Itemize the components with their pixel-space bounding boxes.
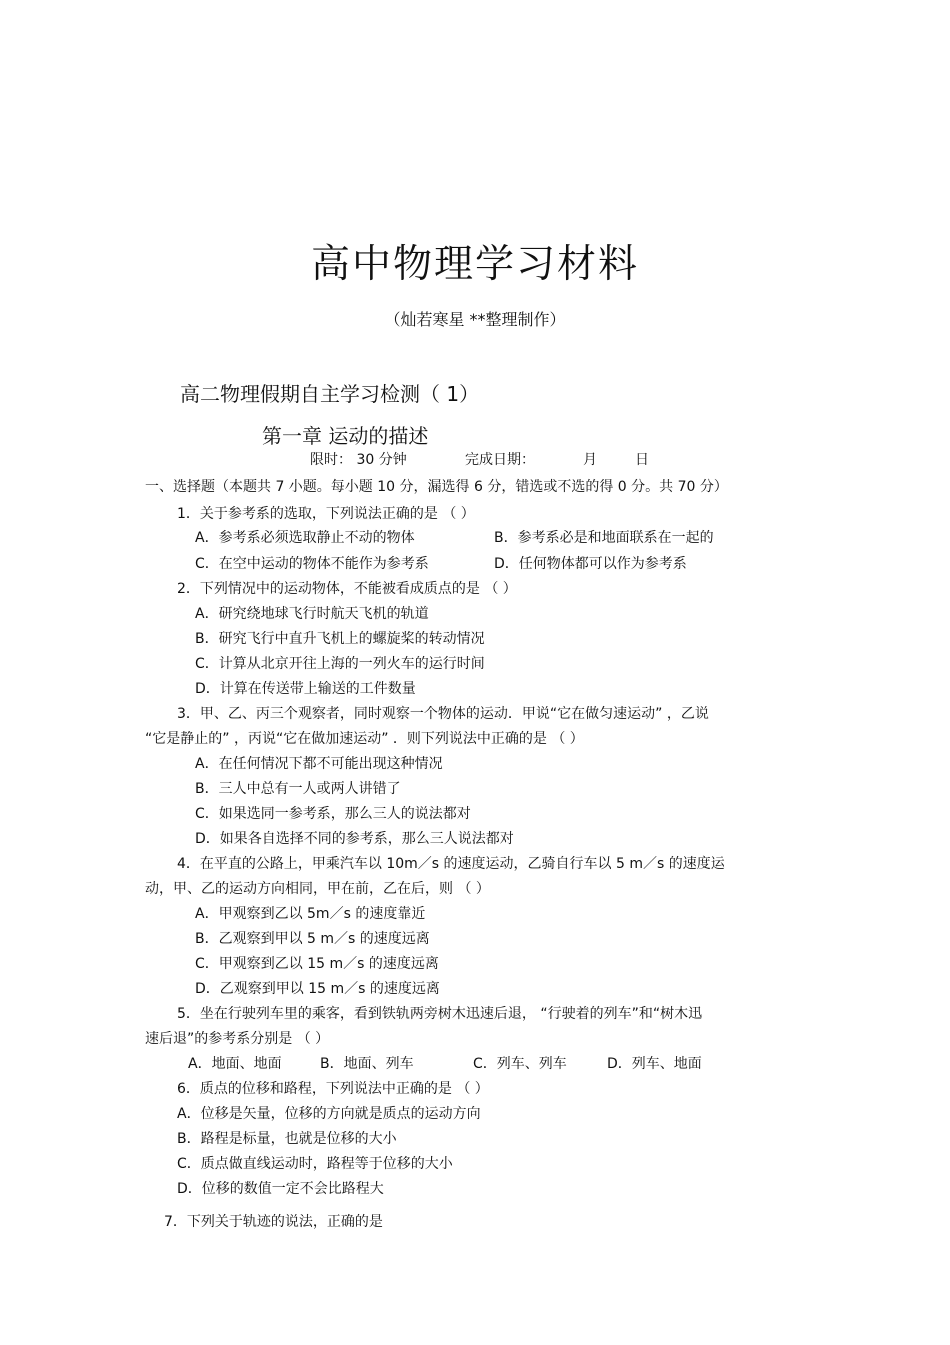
question-3-option-b: B．三人中总有一人或两人讲错了: [195, 781, 401, 797]
question-4-option-d: D．乙观察到甲以 15 m／s 的速度远离: [195, 981, 440, 997]
question-2-stem: 2．下列情况中的运动物体，不能被看成质点的是 （ ）: [177, 581, 517, 597]
document-title: 高中物理学习材料: [310, 242, 639, 287]
question-5-option-c: C．列车、列车: [473, 1056, 567, 1072]
question-3-option-d: D．如果各自选择不同的参考系，那么三人说法都对: [195, 831, 514, 847]
question-1-option-c: C．在空中运动的物体不能作为参考系: [195, 556, 429, 572]
question-5-stem-line-2: 速后退”的参考系分别是 （ ）: [145, 1031, 330, 1047]
date-label: 完成日期：: [465, 452, 535, 468]
question-3-option-a: A．在任何情况下都不可能出现这种情况: [195, 756, 443, 772]
question-3-stem-line-1: 3．甲、乙、丙三个观察者，同时观察一个物体的运动．甲说“它在做匀速运动” ，乙说: [177, 706, 709, 722]
question-5-stem-line-1: 5．坐在行驶列车里的乘客，看到铁轨两旁树木迅速后退， “行驶着的列车”和“树木迅: [177, 1006, 703, 1022]
section-heading: 一、选择题（本题共 7 小题。每小题 10 分，漏选得 6 分，错选或不选的得 0 分。共 70 分）: [145, 479, 728, 495]
exam-title: 高二物理假期自主学习检测（ 1）: [180, 382, 480, 406]
question-5-option-b: B．地面、列车: [320, 1056, 414, 1072]
question-2-option-d: D．计算在传送带上输送的工件数量: [195, 681, 416, 697]
question-4-stem-line-1: 4．在平直的公路上，甲乘汽车以 10m／s 的速度运动，乙骑自行车以 5 m／s 的速度运: [177, 856, 725, 872]
question-4-stem-line-2: 动，甲、乙的运动方向相同，甲在前，乙在后，则 （ ）: [145, 881, 490, 897]
question-6-option-b: B．路程是标量，也就是位移的大小: [177, 1131, 397, 1147]
question-2-option-b: B．研究飞行中直升飞机上的螺旋桨的转动情况: [195, 631, 485, 647]
question-1-option-d: D．任何物体都可以作为参考系: [494, 556, 687, 572]
question-1-option-a: A．参考系必须选取静止不动的物体: [195, 530, 415, 546]
question-6-option-c: C．质点做直线运动时，路程等于位移的大小: [177, 1156, 453, 1172]
document-subtitle: （灿若寒星 **整理制作）: [384, 310, 566, 329]
question-6-stem: 6．质点的位移和路程，下列说法中正确的是 （ ）: [177, 1081, 489, 1097]
question-6-option-d: D．位移的数值一定不会比路程大: [177, 1181, 384, 1197]
question-5-option-a: A．地面、地面: [188, 1056, 282, 1072]
question-1-option-b: B．参考系必是和地面联系在一起的: [494, 530, 714, 546]
question-5-option-d: D．列车、地面: [607, 1056, 702, 1072]
question-4-option-b: B．乙观察到甲以 5 m／s 的速度远离: [195, 931, 430, 947]
chapter-title: 第一章 运动的描述: [262, 424, 429, 448]
question-1-stem: 1．关于参考系的选取，下列说法正确的是 （ ）: [177, 506, 475, 522]
question-4-option-a: A．甲观察到乙以 5m／s 的速度靠近: [195, 906, 426, 922]
date-month: 月: [583, 452, 597, 468]
question-7-stem: 7．下列关于轨迹的说法，正确的是: [164, 1214, 383, 1230]
date-day: 日: [635, 452, 649, 468]
question-3-stem-line-2: “它是静止的” ，丙说“它在做加速运动” ．则下列说法中正确的是 （ ）: [145, 731, 584, 747]
question-2-option-c: C．计算从北京开往上海的一列火车的运行时间: [195, 656, 485, 672]
question-2-option-a: A．研究绕地球飞行时航天飞机的轨道: [195, 606, 429, 622]
time-limit: 限时： 30 分钟: [310, 452, 407, 468]
question-6-option-a: A．位移是矢量，位移的方向就是质点的运动方向: [177, 1106, 481, 1122]
question-4-option-c: C．甲观察到乙以 15 m／s 的速度远离: [195, 956, 439, 972]
question-3-option-c: C．如果选同一参考系，那么三人的说法都对: [195, 806, 471, 822]
